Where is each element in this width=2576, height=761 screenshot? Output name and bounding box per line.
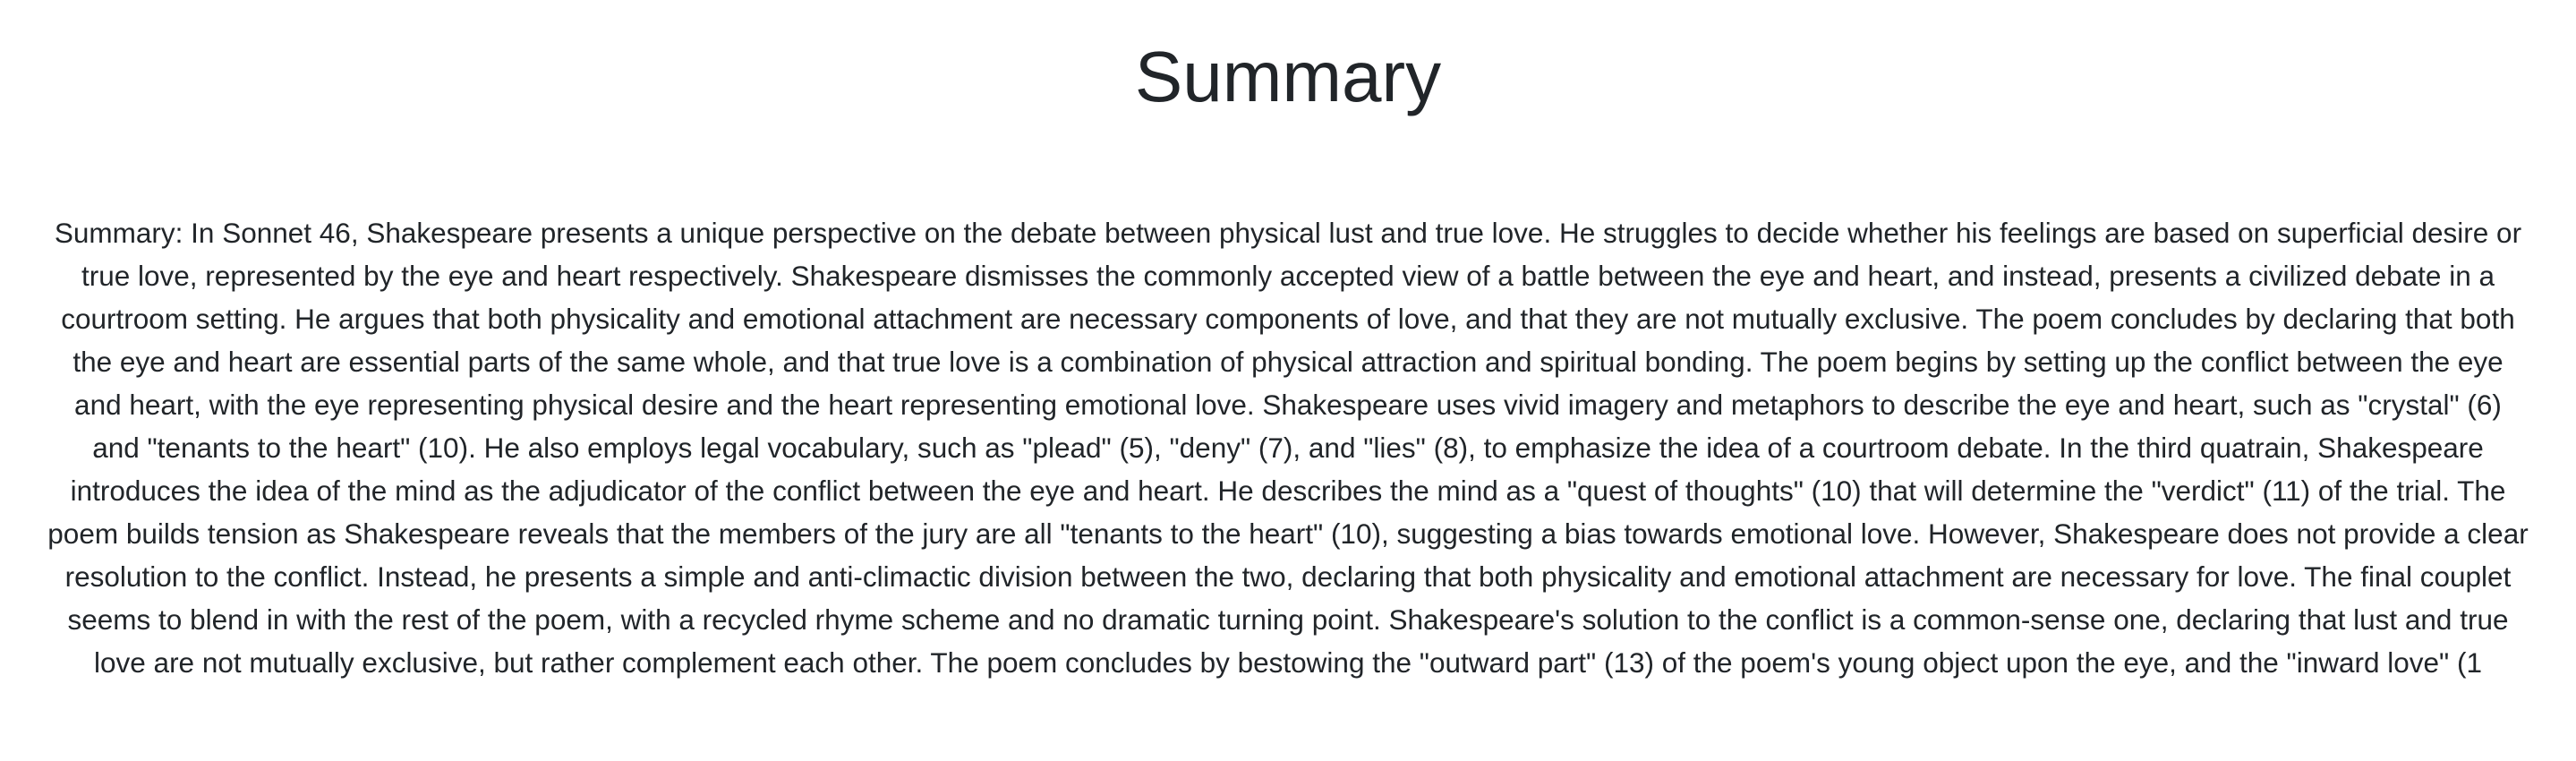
summary-line: and "tenants to the heart" (10). He also employs legal vocabulary, such as "plead" (5), "deny" (7), and "lies" (8), to emphasize the idea of a courtroom debate. In the third quatrain, Shakespeare	[92, 432, 2484, 464]
summary-line: seems to blend in with the rest of the poem, with a recycled rhyme scheme and no dramatic turning point. Shakespeare's solution to the conflict is a common-sense one, declaring that lust and true	[67, 603, 2509, 636]
summary-paragraph	[0, 211, 2576, 684]
summary-line: poem builds tension as Shakespeare reveals that the members of the jury are all "tenants to the heart" (10), suggesting a bias towards emotional love. However, Shakespeare does not provide a clear	[47, 517, 2529, 550]
summary-line: resolution to the conflict. Instead, he presents a simple and anti-climactic division between the two, declaring that both physicality and emotional attachment are necessary for love. The final couplet	[64, 560, 2512, 593]
summary-line: true love, represented by the eye and heart respectively. Shakespeare dismisses the commonly accepted view of a battle between the eye and heart, and instead, presents a civilized debate in a	[81, 260, 2495, 292]
summary-line: Summary: In Sonnet 46, Shakespeare presents a unique perspective on the debate between physical lust and true love. He struggles to decide whether his feelings are based on superficial desire or	[54, 217, 2522, 249]
summary-line: courtroom setting. He argues that both physicality and emotional attachment are necessary components of love, and that they are not mutually exclusive. The poem concludes by declaring that both	[61, 303, 2515, 335]
summary-line: and heart, with the eye representing physical desire and the heart representing emotional love. Shakespeare uses vivid imagery and metaphors to describe the eye and heart, such as "crystal" (6)	[74, 389, 2502, 421]
summary-line: introduces the idea of the mind as the adjudicator of the conflict between the eye and heart. He describes the mind as a "quest of thoughts" (10) that will determine the "verdict" (11) of the trial. The	[70, 475, 2506, 507]
page-title: Summary	[1134, 37, 1442, 116]
summary-line: the eye and heart are essential parts of the same whole, and that true love is a combination of physical attraction and spiritual bonding. The poem begins by setting up the conflict between the eye	[73, 346, 2503, 378]
summary-line: love are not mutually exclusive, but rather complement each other. The poem concludes by bestowing the "outward part" (13) of the poem's young object upon the eye, and the "inward love" (1	[94, 646, 2482, 679]
